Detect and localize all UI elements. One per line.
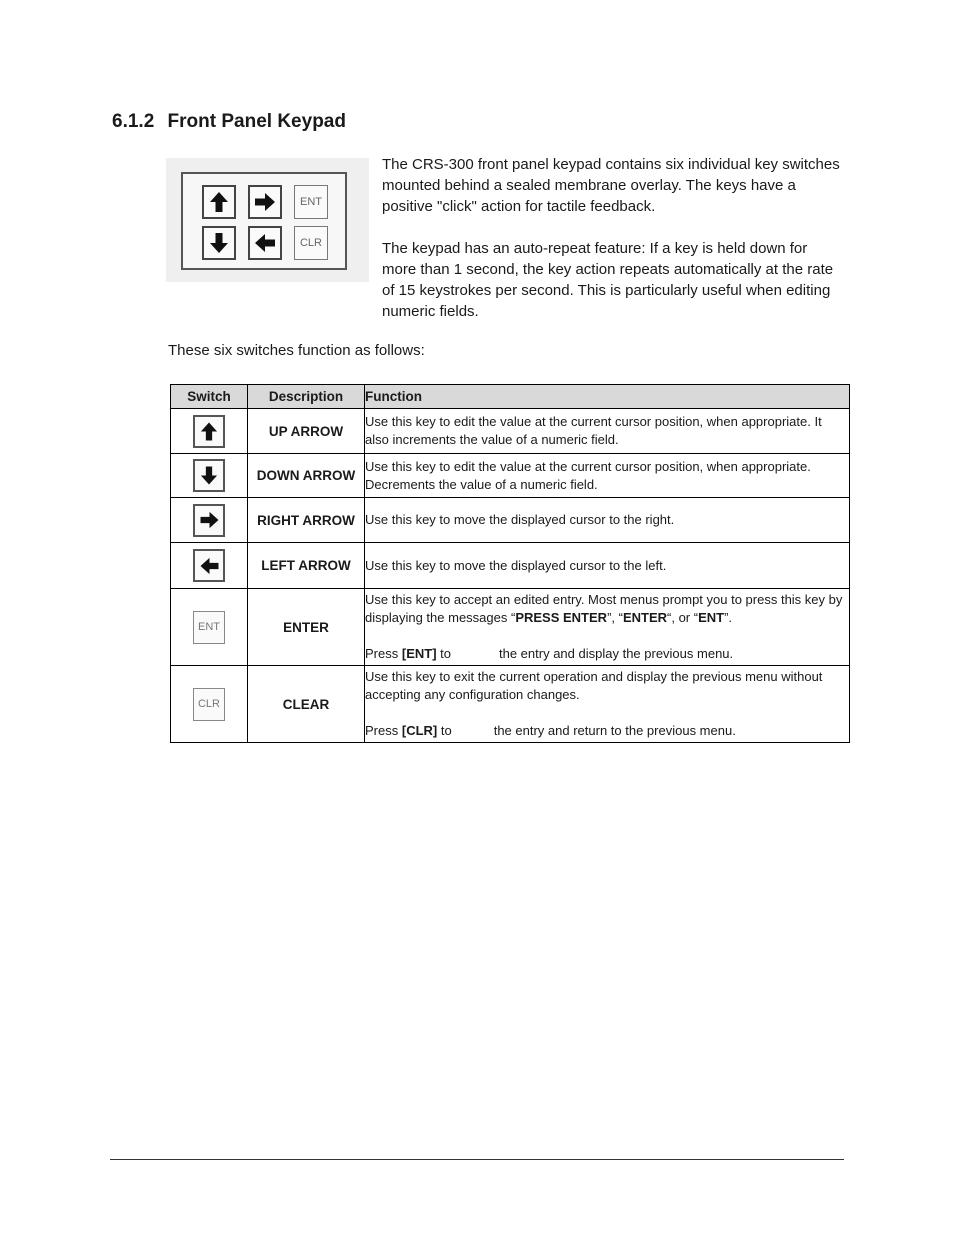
- table-row: [171, 543, 850, 589]
- table-row: [171, 498, 850, 543]
- up-arrow-icon: [193, 415, 225, 448]
- clr-key: [294, 226, 328, 260]
- row-description: DOWN ARROW: [248, 454, 365, 498]
- row-description: ENTER: [248, 589, 365, 666]
- left-arrow-icon: [193, 549, 225, 582]
- paragraph-auto-repeat: The keypad has an auto-repeat feature: If a key is held down for more than 1 second, the key action repeats automatically at the rate of 15 keystrokes per second. This is particularly useful when editing numeric fields.: [382, 240, 834, 320]
- footer-rule: [110, 1159, 844, 1160]
- row-function: Use this key to edit the value at the current cursor position, when appropriate. It also increments the value of a numeric field.: [365, 409, 850, 454]
- right-arrow-icon: [248, 185, 282, 219]
- row-description: LEFT ARROW: [248, 543, 365, 589]
- section-number: 6.1.2: [112, 111, 155, 132]
- row-function: Use this key to move the displayed cursor to the right.: [365, 498, 850, 543]
- row-description: CLEAR: [248, 666, 365, 743]
- row-function: Use this key to move the displayed cursor to the left.: [365, 543, 850, 589]
- row-function: Use this key to edit the value at the current cursor position, when appropriate. Decrements the value of a numeric field.: [365, 454, 850, 498]
- keypad-frame: [181, 172, 347, 270]
- row-description: UP ARROW: [248, 409, 365, 454]
- keypad-image: [166, 158, 369, 282]
- table-header-row: [171, 385, 850, 409]
- section-heading: [112, 111, 346, 133]
- table-row: [171, 589, 850, 666]
- ent-key-label: ENT: [300, 196, 322, 208]
- header-function: Function: [365, 385, 850, 409]
- clr-key-label: CLR: [299, 237, 322, 249]
- switch-function-table: [170, 384, 850, 743]
- right-arrow-icon: [193, 504, 225, 537]
- row-description: RIGHT ARROW: [248, 498, 365, 543]
- left-arrow-icon: [248, 226, 282, 260]
- paragraph-keypad-description: The CRS-300 front panel keypad contains six individual key switches mounted behind a sealed membrane overlay. The keys have a positive "click" action for tactile feedback.: [382, 156, 840, 215]
- table-row: [171, 409, 850, 454]
- header-switch: Switch: [171, 385, 248, 409]
- function-line: Use this key to accept an edited entry. Most menus prompt you to press this key by displaying the messages “PRESS ENTER”, “ENTER“, or “ENT”.: [365, 592, 843, 625]
- header-description: Description: [248, 385, 365, 409]
- clr-key-label: CLR: [197, 698, 220, 710]
- ent-key: [294, 185, 328, 219]
- row-function: [365, 589, 850, 666]
- clr-key: [193, 688, 225, 721]
- down-arrow-icon: [193, 459, 225, 492]
- table-intro: These six switches function as follows:: [168, 342, 425, 359]
- row-function: [365, 666, 850, 743]
- ent-key-label: ENT: [198, 621, 220, 633]
- table-row: [171, 666, 850, 743]
- section-title: Front Panel Keypad: [167, 111, 346, 132]
- table-row: [171, 454, 850, 498]
- press-instruction: Press [CLR] to the entry and return to the previous menu.: [365, 723, 736, 738]
- up-arrow-icon: [202, 185, 236, 219]
- function-line: Use this key to exit the current operation and display the previous menu without accepting any configuration changes.: [365, 669, 823, 702]
- ent-key: [193, 611, 225, 644]
- down-arrow-icon: [202, 226, 236, 260]
- press-instruction: Press [ENT] to the entry and display the previous menu.: [365, 646, 734, 661]
